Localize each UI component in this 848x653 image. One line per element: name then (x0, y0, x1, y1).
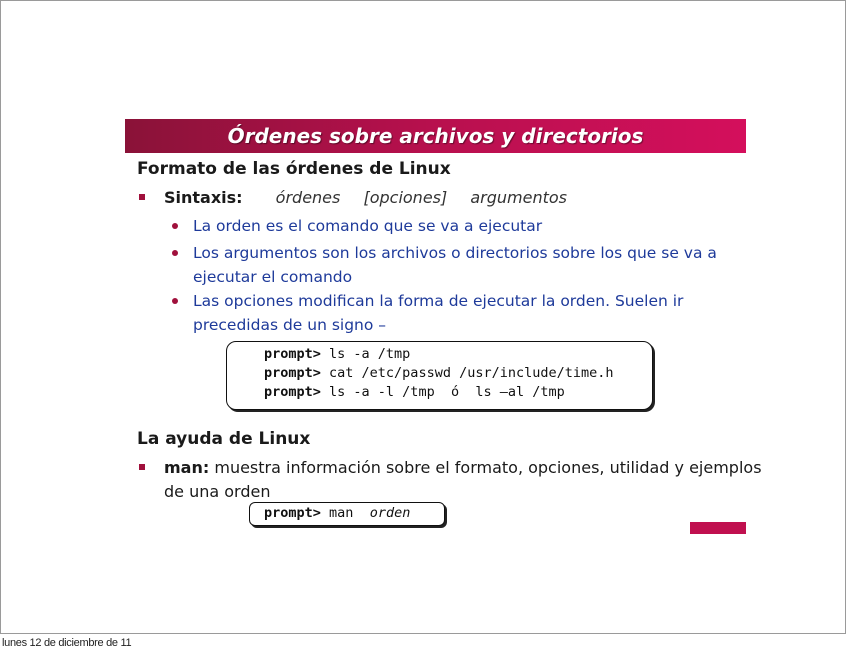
bullet-argumentos-2: ejecutar el comando (193, 268, 353, 286)
square-bullet-icon (139, 194, 145, 200)
section-heading-format: Formato de las órdenes de Linux (137, 159, 451, 179)
code-line: prompt> cat /etc/passwd /usr/include/time.h (264, 365, 614, 381)
dot-bullet-icon (172, 223, 178, 229)
syntax-word-opciones: [opciones] (363, 188, 448, 207)
syntax-word-ordenes: órdenes (275, 188, 341, 207)
page-number-tab (690, 522, 746, 534)
syntax-line (164, 188, 567, 207)
footer-date: lunes 12 de diciembre de 11 (2, 637, 132, 649)
bullet-argumentos-1: Los argumentos son los archivos o directorios sobre los que se va a (193, 244, 717, 262)
man-label: man: (164, 458, 210, 477)
code-line: prompt> ls -a -l /tmp ó ls —al /tmp (264, 384, 565, 400)
section-heading-help: La ayuda de Linux (137, 429, 311, 449)
man-description: muestra información sobre el formato, opciones, utilidad y ejemplos (209, 458, 762, 477)
syntax-label: Sintaxis: (164, 188, 243, 207)
man-line (164, 458, 762, 477)
code-box-examples (226, 341, 653, 410)
code-line: prompt> ls -a /tmp (264, 346, 411, 362)
man-description-2: de una orden (164, 482, 271, 501)
slide-title-bar (125, 119, 746, 153)
dot-bullet-icon (172, 298, 178, 304)
bullet-opciones-1: Las opciones modifican la forma de ejecutar la orden. Suelen ir (193, 292, 684, 310)
code-box-man (249, 502, 445, 526)
bullet-orden: La orden es el comando que se va a ejecutar (193, 217, 543, 235)
code-line: prompt> man orden (264, 505, 411, 521)
dot-bullet-icon (172, 250, 178, 256)
syntax-word-argumentos: argumentos (470, 188, 567, 207)
bullet-opciones-2: precedidas de un signo – (193, 316, 387, 334)
slide-title: Órdenes sobre archivos y directorios (227, 124, 644, 148)
square-bullet-icon (139, 464, 145, 470)
